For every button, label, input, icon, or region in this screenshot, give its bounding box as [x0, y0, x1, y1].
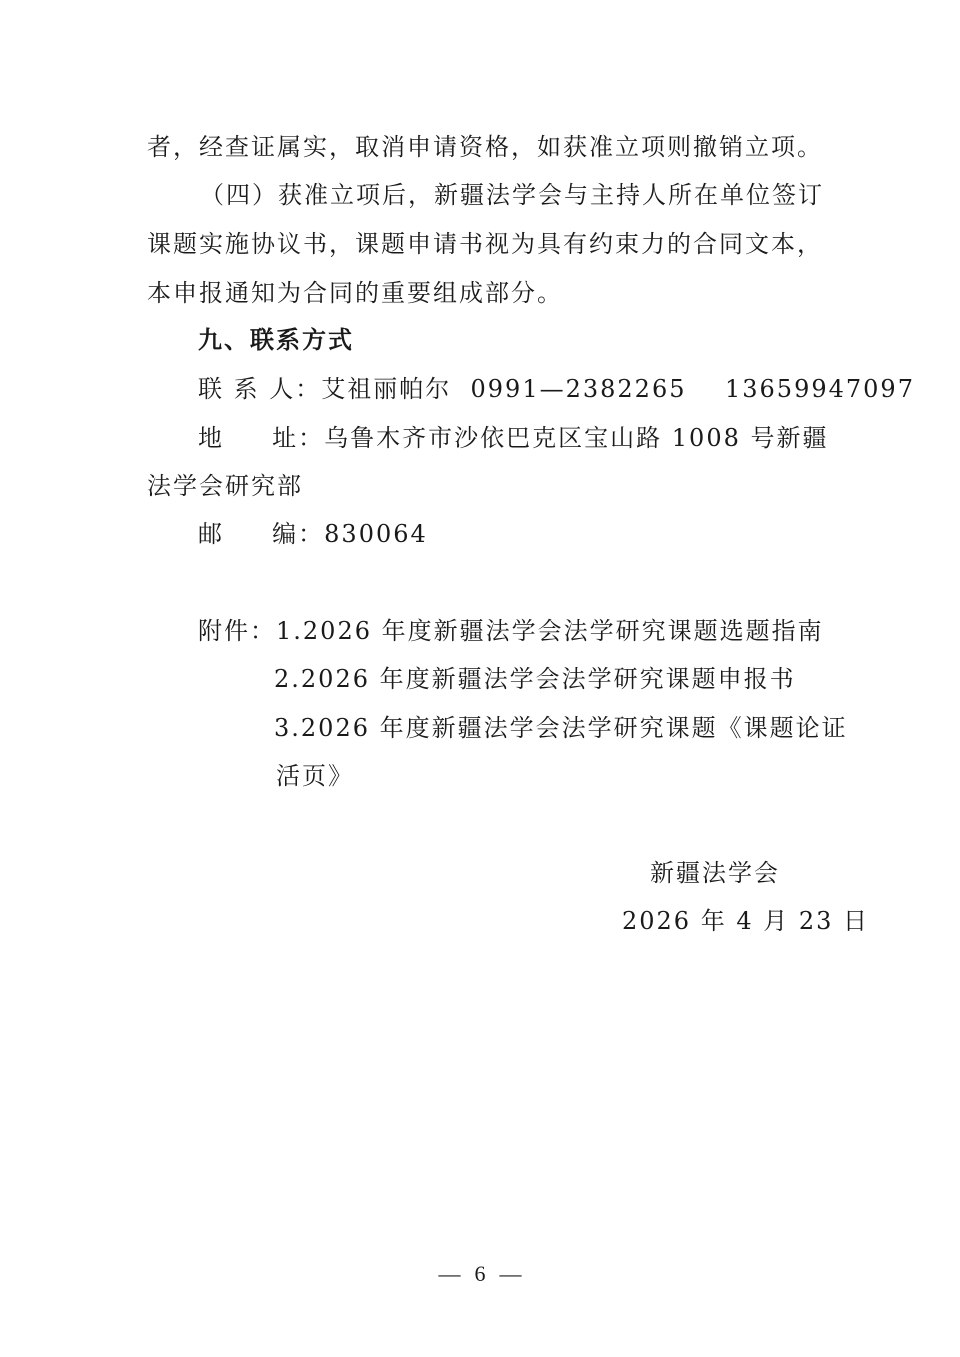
- paragraph-line: 课题实施协议书，课题申请书视为具有约束力的合同文本，: [147, 230, 823, 258]
- page-footer: [0, 1260, 960, 1288]
- signature-organization: 新疆法学会: [650, 859, 780, 887]
- paragraph-line: 本申报通知为合同的重要组成部分。: [147, 279, 563, 307]
- section-heading: 九、联系方式: [198, 326, 354, 354]
- contact-person-row: [198, 374, 915, 404]
- postcode-value: 830064: [324, 520, 428, 548]
- address-label: 地 址：: [198, 424, 325, 452]
- attachment-item: 1.2026 年度新疆法学会法学研究课题选题指南: [276, 617, 824, 645]
- contact-person-label: 联 系 人：: [198, 375, 322, 403]
- page-number: 6: [474, 1261, 486, 1286]
- signature-date: 2026 年 4 月 23 日: [622, 907, 870, 935]
- footer-dash-right: —: [499, 1261, 522, 1286]
- attachment-row: [198, 616, 824, 646]
- postcode-row: [198, 519, 428, 549]
- attachment-item-continuation: 活页》: [276, 762, 354, 790]
- postcode-label: 邮 编：: [198, 520, 325, 548]
- attachment-item: 2.2026 年度新疆法学会法学研究课题申报书: [274, 665, 796, 693]
- address-continuation: 法学会研究部: [147, 472, 303, 500]
- footer-dash-left: —: [438, 1261, 461, 1286]
- address-value: 乌鲁木齐市沙依巴克区宝山路 1008 号新疆: [324, 424, 829, 452]
- attachments-label: 附件：: [198, 617, 276, 645]
- paragraph-line: （四）获准立项后，新疆法学会与主持人所在单位签订: [200, 181, 824, 209]
- address-row: [198, 423, 829, 453]
- attachment-item: 3.2026 年度新疆法学会法学研究课题《课题论证: [274, 714, 848, 742]
- contact-person-value: 艾祖丽帕尔 0991—2382265 13659947097: [321, 375, 915, 403]
- paragraph-line: 者，经查证属实，取消申请资格，如获准立项则撤销立项。: [147, 133, 823, 161]
